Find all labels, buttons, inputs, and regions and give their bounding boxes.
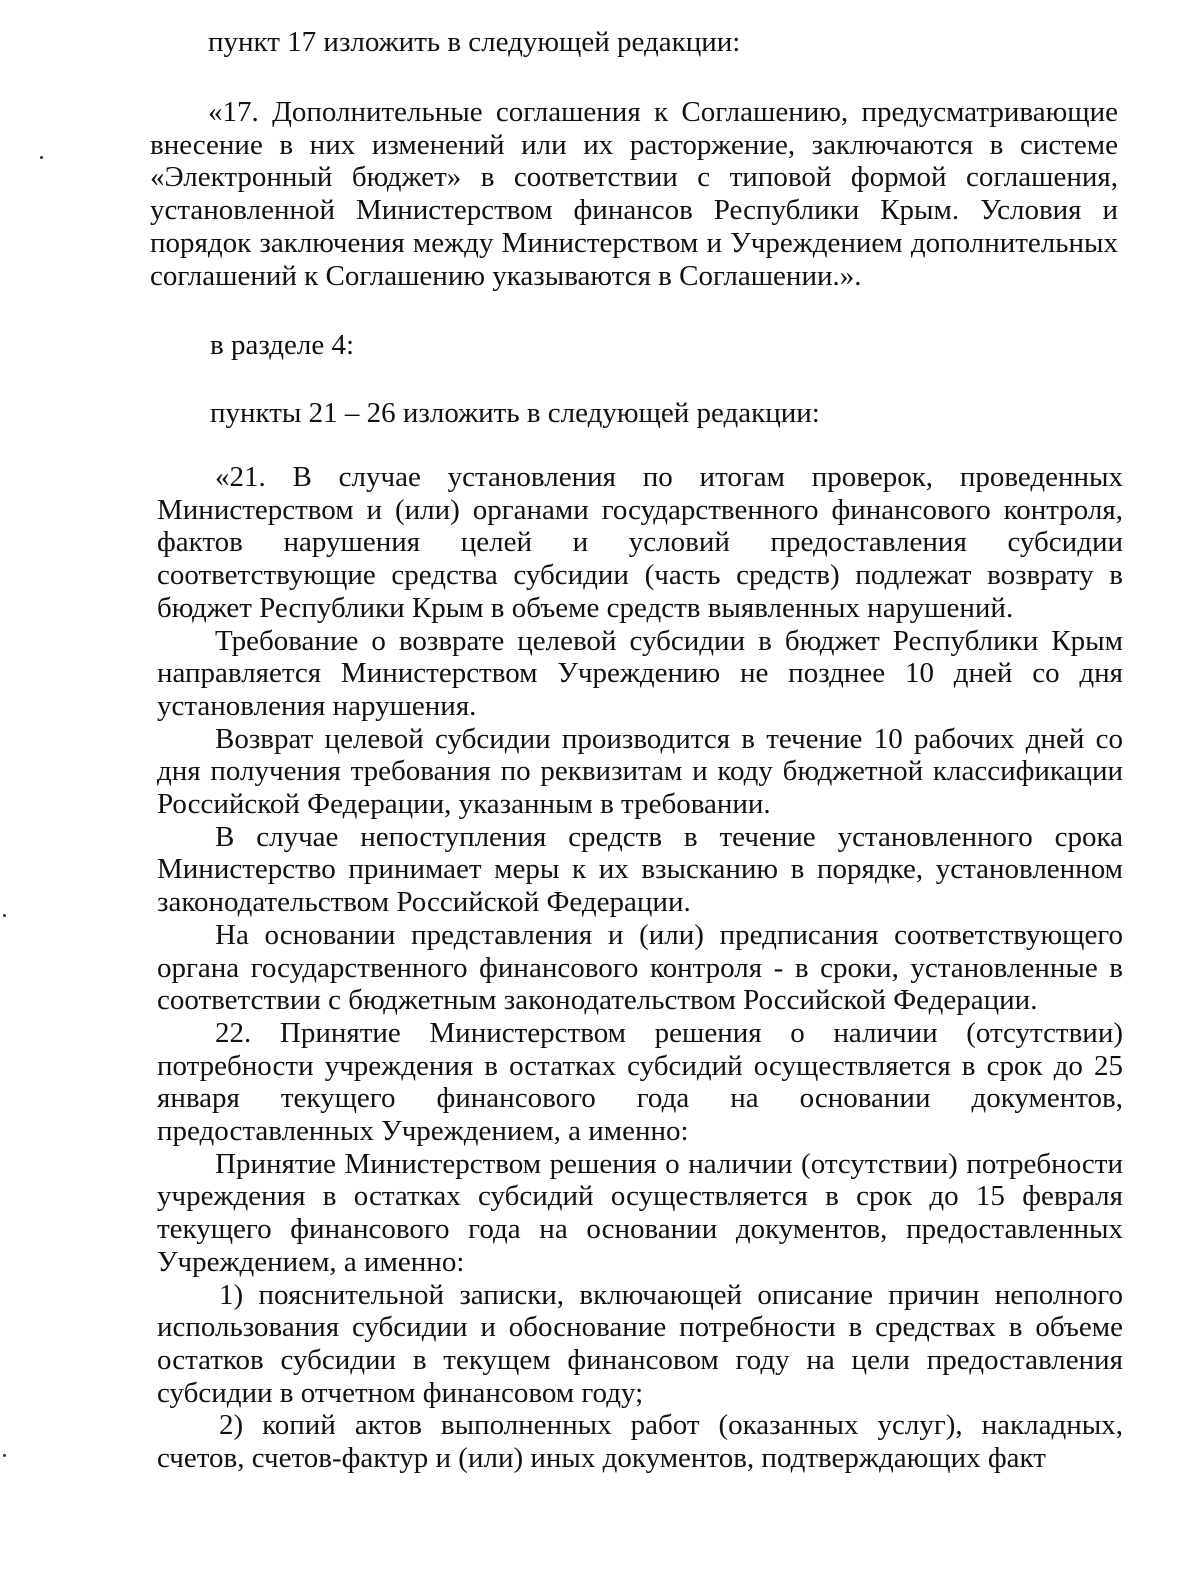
paragraph-22: 22. Принятие Министерством решения о наличии (отсутствии) потребности учреждения в остатках субсидий осуществляется в срок до 25 января текущего финансового года на основании документов, предоставленных Учреждением, а именно: xyxy=(157,1016,1123,1148)
paragraph-21-basis: На основании представления и (или) предписания соответствующего органа государственного финансового контроля - в сроки, установленные в соответствии с бюджетным законодательством Российской Федерации. xyxy=(157,918,1123,1017)
paragraph-21: «21. В случае установления по итогам проверок, проведенных Министерством и (или) органами государственного финансового контроля, фактов нарушения целей и условий предоставления субсидии соответствующие средства субсидии (часть средств) подлежат возврату в бюджет Республики Крым в объеме средств выявленных нарушений. xyxy=(157,461,1123,624)
intro-points-21-26: пункты 21 – 26 изложить в следующей редакции: xyxy=(210,397,820,429)
scan-dot xyxy=(3,914,6,917)
points-21-26-body xyxy=(157,461,1123,1475)
list-item-1: 1) пояснительной записки, включающей описание причин неполного использования субсидии и обоснование потребности в средствах в объеме остатков субсидии в текущем финансовом году на цели предоставления субсидии в отчетном финансовом году; xyxy=(157,1278,1123,1409)
list-item-2: 2) копий актов выполненных работ (оказанных услуг), накладных, счетов, счетов-фактур и (или) иных документов, подтверждающих факт xyxy=(157,1409,1123,1475)
paragraph-17: «17. Дополнительные соглашения к Соглашению, предусматривающие внесение в них изменений или их расторжение, заключаются в системе «Электронный бюджет» в соответствии с типовой формой соглашения, установленной Министерством финансов Республики Крым. Условия и порядок заключения между Министерством и Учреждением дополнительных соглашений к Соглашению указываются в Соглашении.». xyxy=(150,96,1118,292)
paragraph-21-recovery: В случае непоступления средств в течение установленного срока Министерство принимает меры к их взысканию в порядке, установленном законодательством Российской Федерации. xyxy=(157,820,1123,919)
paragraph-21-refund: Возврат целевой субсидии производится в течение 10 рабочих дней со дня получения требования по реквизитам и коду бюджетной классификации Российской Федерации, указанным в требовании. xyxy=(157,722,1123,821)
scan-dot xyxy=(40,156,43,159)
section-4-heading: в разделе 4: xyxy=(210,329,355,361)
intro-point-17: пункт 17 изложить в следующей редакции: xyxy=(208,26,741,58)
paragraph-21-demand: Требование о возврате целевой субсидии в бюджет Республики Крым направляется Министерством Учреждению не позднее 10 дней со дня установления нарушения. xyxy=(157,624,1123,722)
paragraph-22-february: Принятие Министерством решения о наличии (отсутствии) потребности учреждения в остатках субсидий осуществляется в срок до 15 февраля текущего финансового года на основании документов, предоставленных Учреждением, а именно: xyxy=(157,1147,1123,1278)
scan-dot xyxy=(3,1454,6,1457)
